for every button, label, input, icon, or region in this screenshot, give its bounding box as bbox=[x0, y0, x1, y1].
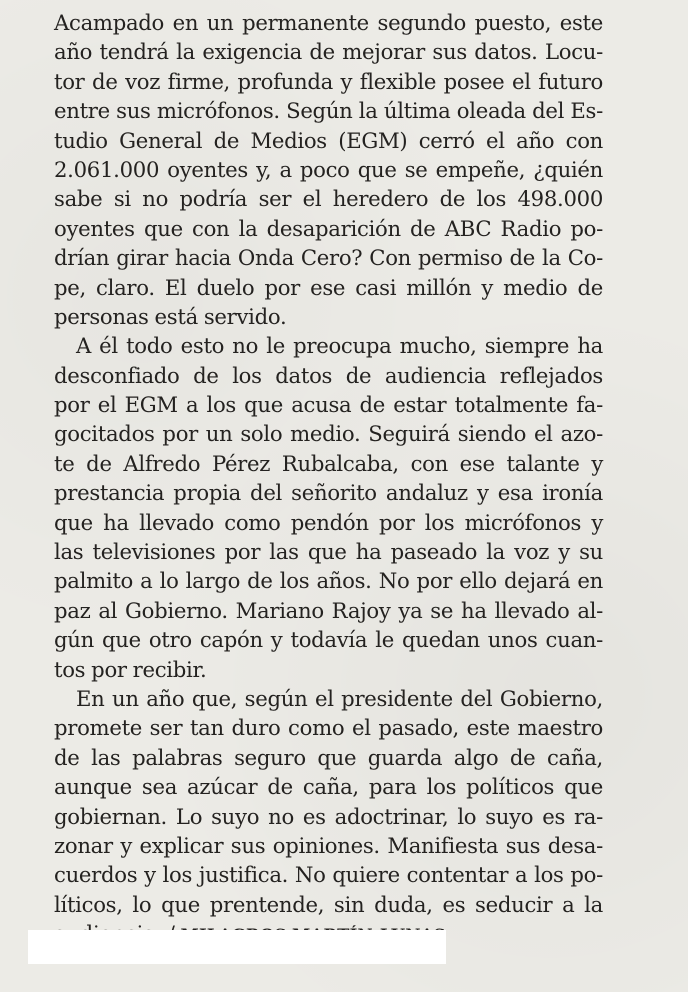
text-line: prestancia propia del señorito andaluz y esa ironía bbox=[54, 480, 603, 506]
redaction-box bbox=[28, 930, 446, 964]
text-line: gobiernan. Lo suyo no es adoctrinar, lo suyo es ra- bbox=[54, 803, 603, 829]
text-line: por el EGM a los que acusa de estar totalmente fa- bbox=[54, 392, 603, 418]
text-line: oyentes que con la desaparición de ABC Radio po- bbox=[54, 215, 603, 241]
bleed-through-left bbox=[0, 0, 14, 992]
text-line: cuerdos y los justifica. No quiere contentar a los po- bbox=[54, 862, 603, 888]
text-line: que ha llevado como pendón por los micrófonos y bbox=[54, 509, 603, 535]
text-line: palmito a lo largo de los años. No por ello dejará en bbox=[54, 568, 603, 594]
paragraph-3 bbox=[54, 684, 603, 949]
bleed-through-right bbox=[598, 0, 688, 992]
text-line: sabe si no podría ser el heredero de los 498.000 bbox=[54, 186, 603, 212]
paragraph-1 bbox=[54, 8, 603, 331]
text-line: entre sus micrófonos. Según la última oleada del Es- bbox=[54, 98, 603, 124]
text-line: paz al Gobierno. Mariano Rajoy ya se ha llevado al- bbox=[54, 597, 603, 623]
text-line: líticos, lo que prentende, sin duda, es seducir a la bbox=[54, 891, 603, 917]
text-line: pe, claro. El duelo por ese casi millón y medio de bbox=[54, 274, 603, 300]
text-line: gún que otro capón y todavía le quedan unos cuan- bbox=[54, 627, 603, 653]
text-line: te de Alfredo Pérez Rubalcaba, con ese talante y bbox=[54, 450, 603, 476]
text-line: tudio General de Medios (EGM) cerró el año con bbox=[54, 127, 603, 153]
text-line: A él todo esto no le preocupa mucho, siempre ha bbox=[76, 333, 603, 359]
article-body bbox=[54, 8, 603, 949]
text-line: las televisiones por las que ha paseado la voz y su bbox=[54, 539, 603, 565]
text-line: Acampado en un permanente segundo puesto, este bbox=[54, 10, 603, 35]
text-line: desconfiado de los datos de audiencia reflejados bbox=[54, 362, 603, 388]
text-line: personas está servido. bbox=[54, 303, 287, 329]
text-line: de las palabras seguro que guarda algo de caña, bbox=[54, 744, 603, 770]
text-line: En un año que, según el presidente del Gobierno, bbox=[76, 685, 603, 711]
text-line: 2.061.000 oyentes y, a poco que se empeñe, ¿quién bbox=[54, 156, 603, 182]
text-line: gocitados por un solo medio. Seguirá siendo el azo- bbox=[54, 421, 603, 447]
text-line: año tendrá la exigencia de mejorar sus datos. Locu- bbox=[54, 39, 603, 65]
text-line: tos por recibir. bbox=[54, 656, 207, 682]
text-line: aunque sea azúcar de caña, para los políticos que bbox=[54, 774, 603, 800]
paragraph-2 bbox=[54, 331, 603, 684]
text-line: zonar y explicar sus opiniones. Manifiesta sus desa- bbox=[54, 832, 603, 858]
text-line: drían girar hacia Onda Cero? Con permiso de la Co- bbox=[54, 245, 603, 271]
text-line: tor de voz firme, profunda y flexible posee el futuro bbox=[54, 68, 603, 94]
text-line: promete ser tan duro como el pasado, este maestro bbox=[54, 715, 603, 741]
